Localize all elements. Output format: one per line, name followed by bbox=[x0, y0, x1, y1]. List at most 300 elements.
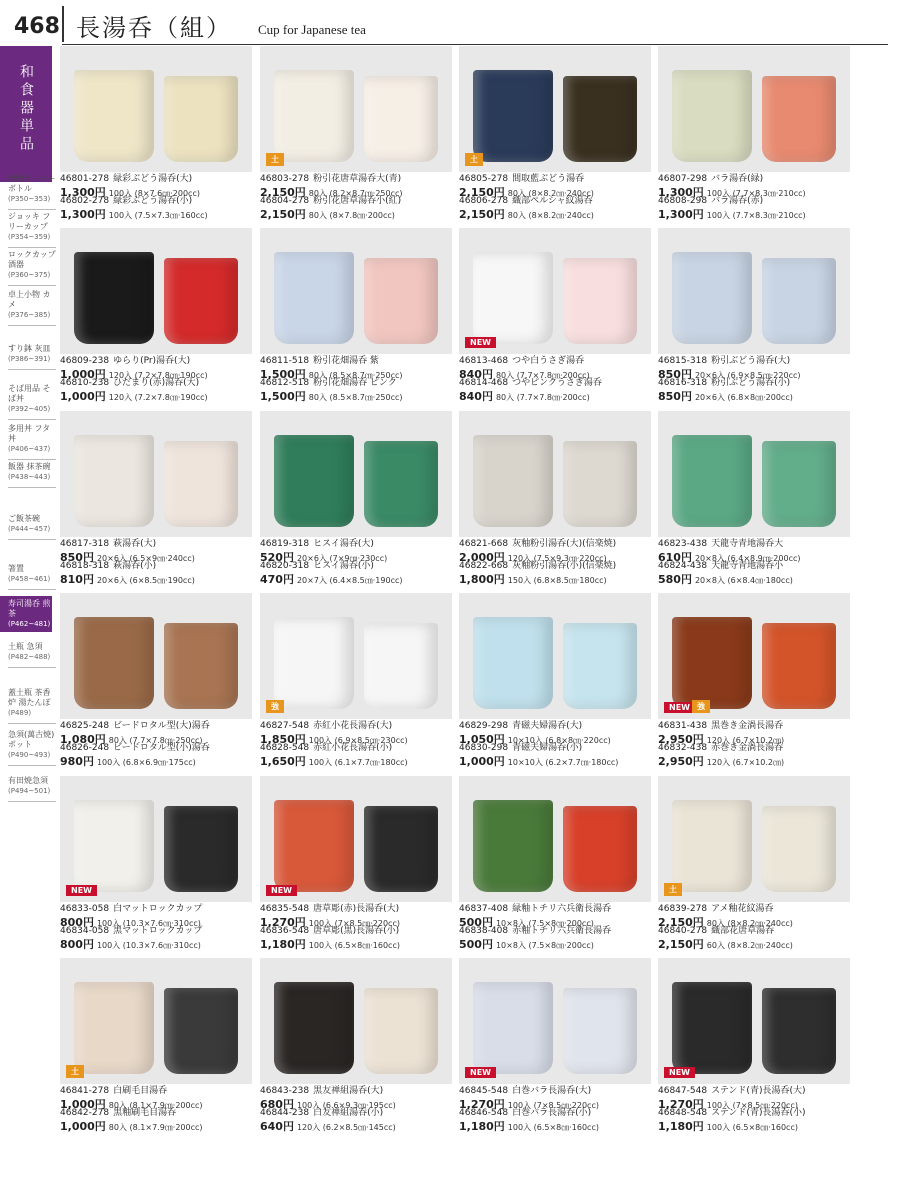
product-price-line bbox=[260, 754, 460, 768]
product-code: 46845-548 bbox=[459, 1086, 509, 1096]
product-price: 1,270円 bbox=[260, 916, 306, 929]
cup-image bbox=[473, 982, 553, 1074]
product-code: 46813-468 bbox=[459, 356, 509, 366]
sidebar-item[interactable] bbox=[8, 776, 56, 796]
product-price-line bbox=[459, 572, 659, 586]
product-name: 粉引花唐草湯呑小(紅) bbox=[313, 196, 402, 206]
product-code: 46803-278 bbox=[260, 174, 310, 184]
sidebar-item-label: そば用品 そば丼 bbox=[8, 384, 51, 403]
product-price: 1,000円 bbox=[60, 1120, 106, 1133]
product-name: 黒巻き金渦長湯呑 bbox=[711, 721, 784, 731]
cup-image bbox=[274, 800, 354, 892]
cup-image bbox=[74, 982, 154, 1074]
product-photo bbox=[658, 46, 850, 172]
product-name: 白巻バラ長湯呑(小) bbox=[512, 1108, 592, 1118]
product-name-line bbox=[459, 539, 659, 549]
cup-image bbox=[563, 258, 637, 344]
product-code: 46830-298 bbox=[459, 743, 509, 753]
product-name: 黒釉刷毛目湯呑 bbox=[113, 1108, 177, 1118]
cup-image bbox=[74, 617, 154, 709]
product-spec: 10×10入 (6.2×7.7㎝·180cc) bbox=[507, 758, 619, 767]
sidebar-item-label: 箸置 bbox=[8, 564, 24, 573]
product-spec: 100入 (7×8.5㎝·220cc) bbox=[507, 1101, 599, 1110]
product-price-line bbox=[658, 754, 858, 768]
product-price: 850円 bbox=[658, 390, 692, 403]
sidebar-item-label: ジョッキ フリーカップ bbox=[8, 212, 51, 231]
cup-image bbox=[672, 435, 752, 527]
product-photo bbox=[459, 776, 651, 902]
product-code: 46844-238 bbox=[260, 1108, 310, 1118]
product-price-line bbox=[658, 207, 858, 221]
product-photo bbox=[60, 46, 252, 172]
product-code: 46837-408 bbox=[459, 904, 509, 914]
product-photo bbox=[459, 411, 651, 537]
header-divider bbox=[62, 6, 64, 42]
new-badge: NEW bbox=[465, 337, 496, 348]
product-spec: 80入 (8×8.2㎝·240cc) bbox=[507, 211, 594, 220]
product-name-line bbox=[260, 743, 460, 753]
product-name: 間取藍ぶどう湯呑 bbox=[512, 174, 585, 184]
product-name-line bbox=[260, 1108, 460, 1118]
product-name-line bbox=[459, 721, 659, 731]
product-price: 2,150円 bbox=[260, 186, 306, 199]
product-price: 2,950円 bbox=[658, 755, 704, 768]
product-name-line bbox=[459, 1086, 659, 1096]
product-photo bbox=[658, 411, 850, 537]
product-name-line bbox=[459, 378, 659, 388]
product-code: 46825-248 bbox=[60, 721, 110, 731]
product-spec: 80入 (8.1×7.9㎝·200cc) bbox=[108, 1101, 203, 1110]
product-name: 唐草彫(赤)長湯呑(大) bbox=[313, 904, 400, 914]
cup-image bbox=[364, 806, 438, 892]
cup-image bbox=[274, 435, 354, 527]
product-photo bbox=[658, 228, 850, 354]
product-name-line bbox=[260, 561, 460, 571]
cup-image bbox=[364, 258, 438, 344]
product-price: 1,800円 bbox=[459, 573, 505, 586]
sidebar-item[interactable] bbox=[8, 564, 56, 584]
cup-image bbox=[74, 252, 154, 344]
product-price: 680円 bbox=[260, 1098, 294, 1111]
product-spec: 120入 (6.7×10.2㎝) bbox=[706, 758, 785, 767]
product-price-line bbox=[658, 1119, 858, 1133]
product-price: 2,950円 bbox=[658, 733, 704, 746]
product-spec: 20×6入 (6.8×8㎝·200cc) bbox=[694, 393, 793, 402]
product-photo bbox=[459, 46, 651, 172]
sidebar-item[interactable] bbox=[8, 462, 56, 482]
cup-image bbox=[563, 623, 637, 709]
cup-image bbox=[364, 76, 438, 162]
product-code: 46839-278 bbox=[658, 904, 708, 914]
sidebar-item-label: 土瓶 急須 bbox=[8, 642, 43, 651]
product-name-line bbox=[260, 356, 460, 366]
product-price: 2,000円 bbox=[459, 551, 505, 564]
product-code: 46822-668 bbox=[459, 561, 509, 571]
product-spec: 100入 (6.1×7.7㎝·180cc) bbox=[308, 758, 408, 767]
sidebar-item-label: 蓋土瓶 茶香炉 湯たんぽ bbox=[8, 688, 51, 707]
cup-image bbox=[672, 617, 752, 709]
sidebar-item-pages: (P489) bbox=[8, 709, 32, 717]
product-price: 2,150円 bbox=[459, 208, 505, 221]
product-price: 610円 bbox=[658, 551, 692, 564]
product-code: 46814-468 bbox=[459, 378, 509, 388]
product-name: ゆらり(Pr)湯呑(大) bbox=[113, 356, 191, 366]
cup-image bbox=[364, 441, 438, 527]
cup-image bbox=[274, 982, 354, 1074]
page-title: 長湯呑（組） bbox=[76, 14, 232, 42]
product-price: 1,850円 bbox=[260, 733, 306, 746]
sidebar-item-label: すり鉢 灰皿 bbox=[8, 344, 51, 353]
product-spec: 80入 (8.5×8.7㎝·250cc) bbox=[308, 393, 403, 402]
product-name-line bbox=[658, 904, 858, 914]
product-spec: 80入 (7.7×7.8㎝·200cc) bbox=[495, 393, 590, 402]
product-price-line bbox=[60, 207, 260, 221]
cup-image bbox=[164, 988, 238, 1074]
product-code: 46832-438 bbox=[658, 743, 708, 753]
product-name-line bbox=[260, 174, 460, 184]
product-photo bbox=[658, 593, 850, 719]
page-header bbox=[0, 0, 900, 46]
sidebar-item[interactable] bbox=[8, 642, 56, 662]
product-name: ヒスイ湯呑(小) bbox=[313, 561, 374, 571]
product-price: 1,000円 bbox=[60, 390, 106, 403]
product-name: ひだまり(赤)湯呑(大) bbox=[113, 378, 200, 388]
product-name-line bbox=[459, 926, 659, 936]
page-number: 468 bbox=[14, 14, 60, 39]
product-price-line bbox=[658, 572, 858, 586]
product-name-line bbox=[260, 196, 460, 206]
product-name-line bbox=[60, 174, 260, 184]
category-label: 和食器単品 bbox=[18, 64, 34, 154]
product-price: 980円 bbox=[60, 755, 94, 768]
cup-image bbox=[762, 806, 836, 892]
product-spec: 100入 (6.9×8.5㎝·230cc) bbox=[308, 736, 408, 745]
product-name: 青磁夫婦湯呑(大) bbox=[512, 721, 583, 731]
product-photo bbox=[260, 776, 452, 902]
product-price-line bbox=[60, 572, 260, 586]
cup-image bbox=[164, 806, 238, 892]
material-badge: 強 bbox=[692, 700, 710, 713]
sidebar-item-label: 卓上小物 カメ bbox=[8, 290, 51, 309]
product-name-line bbox=[260, 926, 460, 936]
product-name-line bbox=[658, 561, 858, 571]
sidebar-item[interactable] bbox=[8, 290, 56, 320]
cup-image bbox=[563, 806, 637, 892]
product-code: 46846-548 bbox=[459, 1108, 509, 1118]
product-code: 46829-298 bbox=[459, 721, 509, 731]
product-name-line bbox=[60, 721, 260, 731]
product-spec: 80入 (8.1×7.9㎝·200cc) bbox=[108, 1123, 203, 1132]
cup-image bbox=[473, 252, 553, 344]
product-spec: 150入 (6.8×8.5㎝·180cc) bbox=[507, 576, 607, 585]
category-tab bbox=[0, 46, 52, 182]
product-price-line bbox=[260, 937, 460, 951]
new-badge: NEW bbox=[465, 1067, 496, 1078]
product-spec: 80入 (8.2×8.7㎝·250cc) bbox=[308, 189, 403, 198]
cup-image bbox=[74, 70, 154, 162]
product-code: 46802-278 bbox=[60, 196, 110, 206]
product-spec: 100入 (7.5×7.3㎝·160cc) bbox=[108, 211, 208, 220]
product-spec: 10×8入 (7.5×8㎝·200cc) bbox=[495, 919, 594, 928]
product-name: 赤釉トチリ六兵衛長湯呑 bbox=[512, 926, 612, 936]
product-code: 46816-318 bbox=[658, 378, 708, 388]
product-code: 46834-058 bbox=[60, 926, 110, 936]
product-photo bbox=[60, 411, 252, 537]
product-price-line bbox=[658, 389, 858, 403]
product-name: 灰釉粉引湯呑(小)(信楽焼) bbox=[512, 561, 617, 571]
cup-image bbox=[672, 800, 752, 892]
product-spec: 20×8入 (6.4×8.9㎝·200cc) bbox=[694, 554, 801, 563]
cup-image bbox=[473, 70, 553, 162]
cup-image bbox=[672, 252, 752, 344]
product-photo bbox=[658, 776, 850, 902]
product-code: 46806-278 bbox=[459, 196, 509, 206]
product-photo bbox=[60, 228, 252, 354]
product-price: 2,150円 bbox=[658, 938, 704, 951]
product-spec: 80入 (7.7×7.8㎝·250cc) bbox=[108, 736, 203, 745]
product-name-line bbox=[60, 904, 260, 914]
product-name: ビードロタル型(小)湯呑 bbox=[113, 743, 210, 753]
material-badge: 土 bbox=[266, 153, 284, 166]
sidebar-item-label: 多用丼 フタ丼 bbox=[8, 424, 50, 443]
cup-image bbox=[473, 617, 553, 709]
product-price: 1,180円 bbox=[260, 938, 306, 951]
product-name: 白刷毛目湯呑 bbox=[113, 1086, 168, 1096]
product-name: バラ湯呑(緑) bbox=[711, 174, 764, 184]
product-name: 緑釉トチリ六兵衛長湯呑 bbox=[512, 904, 612, 914]
sidebar-item[interactable] bbox=[8, 250, 56, 280]
product-price-line bbox=[260, 389, 460, 403]
sidebar-item-pages: (P462~481) bbox=[8, 620, 51, 628]
product-name-line bbox=[658, 926, 858, 936]
product-spec: 100入 (7.7×8.3㎝·210cc) bbox=[706, 189, 806, 198]
product-name: 粉引ぶどう湯呑(大) bbox=[711, 356, 791, 366]
product-name-line bbox=[658, 196, 858, 206]
product-name: ステンド(青)長湯呑(小) bbox=[711, 1108, 806, 1118]
product-photo bbox=[260, 411, 452, 537]
product-name: つや白うさぎ湯呑 bbox=[512, 356, 585, 366]
product-name: アメ釉花紋湯呑 bbox=[711, 904, 774, 914]
product-photo bbox=[260, 958, 452, 1084]
product-spec: 20×6入 (6.5×9㎝·240cc) bbox=[96, 554, 195, 563]
product-photo bbox=[260, 228, 452, 354]
product-spec: 120入 (6.7×10.2㎝) bbox=[706, 736, 785, 745]
product-photo bbox=[260, 46, 452, 172]
product-name-line bbox=[60, 1108, 260, 1118]
product-price: 1,080円 bbox=[60, 733, 106, 746]
sidebar-item[interactable] bbox=[8, 344, 56, 364]
sidebar-item-label: 寿司湯呑 煎茶 bbox=[8, 599, 51, 618]
product-code: 46812-518 bbox=[260, 378, 310, 388]
product-code: 46828-548 bbox=[260, 743, 310, 753]
product-code: 46824-438 bbox=[658, 561, 708, 571]
sidebar-item[interactable] bbox=[8, 688, 56, 718]
product-spec: 100入 (6.6×9.3㎝·195cc) bbox=[296, 1101, 396, 1110]
product-price-line bbox=[60, 1119, 260, 1133]
product-name: 黒友禅組湯呑(大) bbox=[313, 1086, 384, 1096]
cup-image bbox=[563, 988, 637, 1074]
sidebar-item-pages: (P444~457) bbox=[8, 525, 51, 533]
product-name: 天龍寺青地湯呑小 bbox=[711, 561, 784, 571]
product-photo bbox=[658, 958, 850, 1084]
cup-image bbox=[274, 617, 354, 709]
product-price: 1,180円 bbox=[459, 1120, 505, 1133]
product-spec: 120入 (7.2×7.8㎝·190cc) bbox=[108, 371, 208, 380]
product-name: バラ湯呑(赤) bbox=[711, 196, 764, 206]
product-code: 46823-438 bbox=[658, 539, 708, 549]
cup-image bbox=[762, 76, 836, 162]
product-name-line bbox=[260, 1086, 460, 1096]
cup-image bbox=[364, 623, 438, 709]
product-spec: 120入 (7.5×9.3㎝·220cc) bbox=[507, 554, 607, 563]
product-price: 1,180円 bbox=[658, 1120, 704, 1133]
product-name: 萩湯呑(大) bbox=[113, 539, 157, 549]
product-price-line bbox=[459, 754, 659, 768]
new-badge: NEW bbox=[664, 1067, 695, 1078]
product-name: 天龍寺青地湯呑大 bbox=[711, 539, 784, 549]
product-price: 840円 bbox=[459, 390, 493, 403]
sidebar-item[interactable] bbox=[8, 424, 56, 454]
product-name: 白巻バラ長湯呑(大) bbox=[512, 1086, 592, 1096]
cup-image bbox=[164, 623, 238, 709]
product-name: 緑彩ぶどう湯呑(小) bbox=[113, 196, 193, 206]
product-price: 520円 bbox=[260, 551, 294, 564]
sidebar-item[interactable] bbox=[8, 212, 56, 242]
product-spec: 100入 (7×8.5㎝·220cc) bbox=[308, 919, 400, 928]
product-price: 2,150円 bbox=[459, 186, 505, 199]
product-code: 46821-668 bbox=[459, 539, 509, 549]
product-price-line bbox=[658, 937, 858, 951]
product-name-line bbox=[60, 1086, 260, 1096]
product-price: 1,000円 bbox=[60, 1098, 106, 1111]
product-name-line bbox=[459, 196, 659, 206]
product-spec: 80入 (8×8.2㎝·240cc) bbox=[507, 189, 594, 198]
product-photo bbox=[60, 593, 252, 719]
sidebar-item-pages: (P386~391) bbox=[8, 355, 51, 363]
product-spec: 80入 (8.5×8.7㎝·250cc) bbox=[308, 371, 403, 380]
sidebar-item-pages: (P438~443) bbox=[8, 473, 51, 481]
cup-image bbox=[762, 441, 836, 527]
product-spec: 20×7入 (6.4×8.5㎝·190cc) bbox=[296, 576, 403, 585]
cup-image bbox=[274, 70, 354, 162]
product-spec: 100入 (6.8×6.9㎝·175cc) bbox=[96, 758, 196, 767]
product-code: 46810-238 bbox=[60, 378, 110, 388]
product-price: 1,300円 bbox=[60, 186, 106, 199]
product-name: ビードロタル型(大)湯呑 bbox=[113, 721, 210, 731]
product-name-line bbox=[459, 561, 659, 571]
sidebar-item[interactable] bbox=[8, 730, 56, 760]
product-price-line bbox=[260, 207, 460, 221]
product-code: 46801-278 bbox=[60, 174, 110, 184]
product-name-line bbox=[459, 904, 659, 914]
product-price-line bbox=[459, 389, 659, 403]
product-name: 粉引花畑湯呑 ピンク bbox=[313, 378, 397, 388]
cup-image bbox=[563, 441, 637, 527]
product-name-line bbox=[60, 539, 260, 549]
product-code: 46835-548 bbox=[260, 904, 310, 914]
product-price: 470円 bbox=[260, 573, 294, 586]
product-code: 46818-318 bbox=[60, 561, 110, 571]
product-name: 黒マットロックカップ bbox=[113, 926, 203, 936]
product-price-line bbox=[60, 389, 260, 403]
cup-image bbox=[164, 258, 238, 344]
cup-image bbox=[74, 435, 154, 527]
product-price: 840円 bbox=[459, 368, 493, 381]
product-photo bbox=[459, 593, 651, 719]
product-code: 46811-518 bbox=[260, 356, 310, 366]
product-name: 唐草彫(黒)長湯呑(小) bbox=[313, 926, 400, 936]
product-spec: 10×10入 (6.8×8㎝·220cc) bbox=[507, 736, 611, 745]
product-price: 2,150円 bbox=[260, 208, 306, 221]
product-code: 46817-318 bbox=[60, 539, 110, 549]
product-price: 1,270円 bbox=[658, 1098, 704, 1111]
cup-image bbox=[563, 76, 637, 162]
cup-image bbox=[74, 800, 154, 892]
product-name: 粉引ぶどう湯呑(小) bbox=[711, 378, 791, 388]
sidebar-item-pages: (P458~461) bbox=[8, 575, 51, 583]
product-name-line bbox=[658, 743, 858, 753]
product-price: 580円 bbox=[658, 573, 692, 586]
product-name-line bbox=[658, 356, 858, 366]
product-price-line bbox=[60, 937, 260, 951]
sidebar-item-label: 有田焼急須 bbox=[8, 776, 48, 785]
product-spec: 120入 (7.2×7.8㎝·190cc) bbox=[108, 393, 208, 402]
material-badge: 強 bbox=[266, 700, 284, 713]
sidebar-item[interactable] bbox=[8, 514, 56, 534]
product-name: 灰釉粉引湯呑(大)(信楽焼) bbox=[512, 539, 617, 549]
product-photo bbox=[459, 228, 651, 354]
product-price: 1,000円 bbox=[459, 755, 505, 768]
product-name-line bbox=[60, 378, 260, 388]
product-photo bbox=[459, 958, 651, 1084]
product-spec: 120入 (6.2×8.5㎝·145cc) bbox=[296, 1123, 396, 1132]
product-spec: 20×6入 (6×8.5㎝·190cc) bbox=[96, 576, 195, 585]
product-code: 46848-548 bbox=[658, 1108, 708, 1118]
sidebar-item[interactable] bbox=[0, 596, 52, 632]
product-name: 赤紅小花長湯呑(大) bbox=[313, 721, 393, 731]
product-spec: 80入 (8×8.2㎝·240cc) bbox=[706, 919, 793, 928]
product-name-line bbox=[658, 539, 858, 549]
header-rule bbox=[62, 44, 888, 45]
sidebar-item-label: 急須(萬古焼) ポット bbox=[8, 730, 55, 749]
cup-image bbox=[364, 988, 438, 1074]
product-code: 46805-278 bbox=[459, 174, 509, 184]
product-price-line bbox=[459, 1119, 659, 1133]
product-name: 緑彩ぶどう湯呑(大) bbox=[113, 174, 193, 184]
product-name-line bbox=[459, 743, 659, 753]
sidebar-item-label: ご飯茶碗 bbox=[8, 514, 40, 523]
product-spec: 20×6入 (6.9×8.5㎝·220cc) bbox=[694, 371, 801, 380]
product-price: 800円 bbox=[60, 916, 94, 929]
product-price: 2,150円 bbox=[658, 916, 704, 929]
sidebar-item-label: ロックカップ 酒器 bbox=[8, 250, 56, 269]
category-sidebar bbox=[0, 46, 56, 1186]
new-badge: NEW bbox=[266, 885, 297, 896]
cup-image bbox=[762, 258, 836, 344]
product-price: 1,500円 bbox=[260, 390, 306, 403]
product-name: 織部ペルシャ紋湯呑 bbox=[512, 196, 593, 206]
product-name-line bbox=[459, 174, 659, 184]
product-name-line bbox=[260, 904, 460, 914]
product-code: 46827-548 bbox=[260, 721, 310, 731]
sidebar-item[interactable] bbox=[8, 384, 56, 414]
material-badge: 土 bbox=[465, 153, 483, 166]
material-badge: 土 bbox=[664, 883, 682, 896]
sidebar-item[interactable] bbox=[8, 174, 56, 204]
product-code: 46807-298 bbox=[658, 174, 708, 184]
product-name: つやピンクうさぎ湯呑 bbox=[512, 378, 602, 388]
sidebar-item-pages: (P392~405) bbox=[8, 405, 51, 413]
